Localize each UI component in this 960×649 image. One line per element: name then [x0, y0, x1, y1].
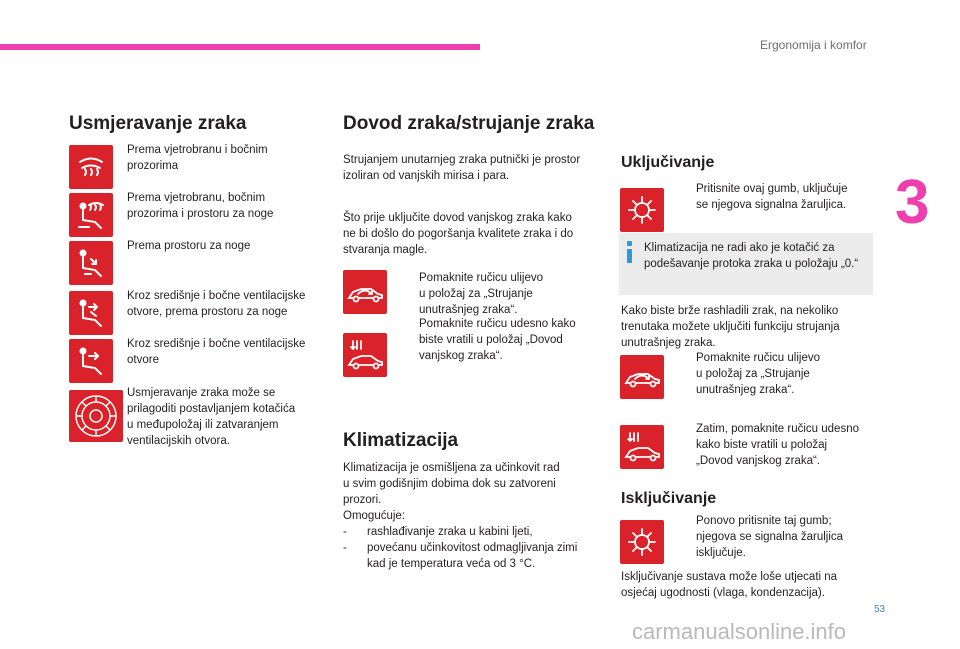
item-distribution-text: Usmjeravanje zraka može se prilagoditi postavljanjem kotačića u međupoložaj ili zatvaranjem ventilacijskih otvora. [127, 387, 296, 447]
recirculation-car-icon [620, 355, 664, 399]
item-windscreen-text: Prema vjetrobranu i bočnim prozorima [127, 144, 268, 172]
item-windscreen-feet-text: Prema vjetrobranu, bočnim prozorima i prostoru za noge [127, 192, 274, 220]
section-title: Ergonomija i komfor [760, 38, 867, 52]
step-fresh-air-text: Pomaknite ručicu udesno kako biste vratili u položaj „Dovod vanjskog zraka“. [419, 318, 576, 362]
ac-list-item: povećanu učinkovitost odmagljivanja zimi kad je temperatura veća od 3 °C. [367, 542, 578, 570]
air-distribution-title: Usmjeravanje zraka [69, 113, 247, 134]
step-right-recirculation-text: Pomaknite ručicu ulijevo u položaj za „Strujanje unutrašnjeg zraka“. [696, 352, 821, 396]
ac-list-item: rashlađivanje zraka u kabini ljeti, [367, 526, 533, 538]
step-recirculation-text: Pomaknite ručicu ulijevo u položaj za „Strujanje unutrašnjeg zraka“. [419, 272, 544, 316]
quick-cool-text: Kako biste brže rashladili zrak, na nekoliko trenutaka možete uključiti funkciju strujanja unutrašnjeg zraka. [621, 305, 840, 349]
item-vents-text: Kroz središnje i bočne ventilacijske otvore [127, 338, 306, 366]
item-feet-text: Prema prostoru za noge [127, 240, 251, 252]
page-number: 53 [874, 604, 886, 615]
watermark: carmanualsonline.info [632, 619, 847, 644]
vents-feet-icon [69, 291, 113, 335]
vents-icon [69, 339, 113, 383]
outside-air-advice: Što prije uključite dovod vanjskog zraka kako ne bi došlo do pogoršanja kvalitete zraka i do stvaranja magle. [343, 212, 574, 256]
switch-off-warning: Isključivanje sustava može loše utjecati na osjećaj ugodnosti (vlaga, kondenzacija). [621, 571, 838, 599]
item-vents-feet-text: Kroz središnje i bočne ventilacijske otvore, prema prostoru za noge [127, 290, 306, 318]
ac-snowflake-icon [620, 188, 664, 232]
windscreen-side-windows-icon [69, 145, 113, 189]
ac-list-dash: - [343, 542, 347, 554]
recirculation-intro: Strujanjem unutarnjeg zraka putnički je prostor izoliran od vanjskih mirisa i para. [343, 154, 581, 182]
ac-snowflake-icon [620, 520, 664, 564]
chapter-number: 3 [895, 168, 930, 237]
windscreen-feet-icon [69, 193, 113, 237]
switch-off-title: Isključivanje [621, 490, 717, 507]
ac-description: Klimatizacija je osmišljena za učinkovit rad u svim godišnjim dobima dok su zatvoreni prozori. Omogućuje: [343, 462, 560, 522]
feet-icon [69, 241, 113, 285]
header-accent-bar [0, 44, 480, 50]
air-intake-title: Dovod zraka/strujanje zraka [343, 113, 595, 134]
switch-on-title: Uključivanje [621, 154, 715, 171]
fresh-air-car-icon [343, 333, 387, 377]
fresh-air-car-icon [620, 425, 664, 469]
ac-title: Klimatizacija [343, 430, 459, 451]
step-off-text: Ponovo pritisnite taj gumb; njegova se signalna žaruljica isključuje. [696, 515, 844, 559]
distribution-dial-icon [69, 390, 123, 442]
ac-list-dash: - [343, 526, 347, 538]
info-text: Klimatizacija ne radi ako je kotačić za podešavanje protoka zraka u položaju „0.“ [644, 242, 859, 270]
step-on-text: Pritisnite ovaj gumb, uključuje se njegova signalna žaruljica. [696, 183, 848, 211]
info-icon [625, 241, 635, 263]
recirculation-car-icon [343, 270, 387, 314]
step-right-fresh-air-text: Zatim, pomaknite ručicu udesno kako biste vratili u položaj „Dovod vanjskog zraka“. [696, 423, 859, 467]
